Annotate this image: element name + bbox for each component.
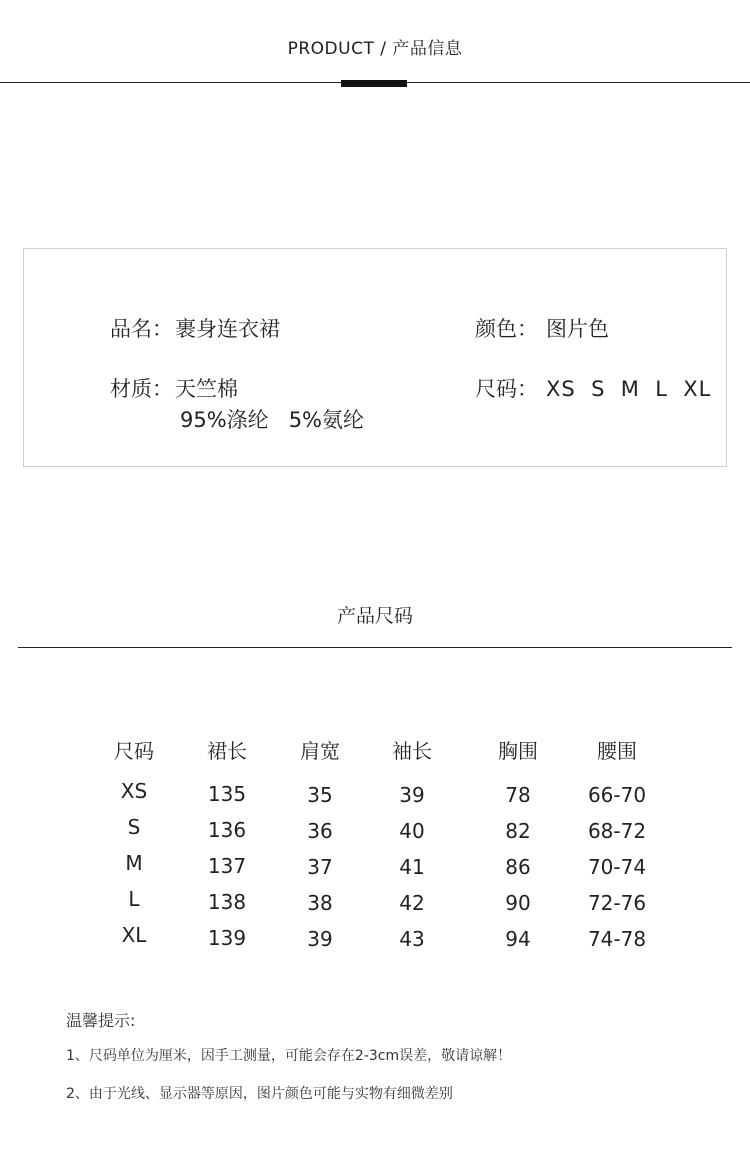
table-cell: 139: [207, 926, 247, 950]
notes-title: 温馨提示:: [66, 1011, 136, 1030]
table-cell: 42: [399, 891, 425, 915]
size-chart-divider: [18, 647, 732, 648]
product-name-row: [110, 313, 280, 343]
table-cell: 86: [505, 855, 531, 879]
table-header: 腰围: [597, 739, 637, 763]
note-item: 1、尺码单位为厘米，因手工测量，可能会存在2-3cm误差，敬请谅解！: [66, 1048, 512, 1064]
table-cell: 66-70: [587, 783, 647, 807]
table-cell: 35: [307, 783, 333, 807]
table-cell: 78: [505, 783, 531, 807]
table-cell: 82: [505, 819, 531, 843]
table-header: 裙长: [207, 739, 247, 763]
table-header: 肩宽: [300, 739, 340, 763]
material-row: [110, 373, 238, 403]
table-cell: 74-78: [587, 927, 647, 951]
color-row: [475, 313, 609, 343]
note-item: 2、由于光线、显示器等原因，图片颜色可能与实物有细微差别: [66, 1086, 453, 1102]
table-cell: 70-74: [587, 855, 647, 879]
product-name-value: 裹身连衣裙: [175, 317, 280, 341]
header-accent-bar: [341, 80, 407, 87]
table-cell: 38: [307, 891, 333, 915]
material-value: 天竺棉: [175, 377, 238, 401]
size-chart-title: 产品尺码: [336, 605, 413, 627]
size-row: [475, 373, 711, 403]
table-header: 尺码: [114, 739, 154, 763]
table-cell: 43: [399, 927, 425, 951]
size-value: XS S M L XL: [546, 377, 712, 401]
product-name-label: 品名：: [110, 317, 173, 341]
table-cell: 39: [399, 783, 425, 807]
table-cell: L: [128, 887, 140, 911]
table-cell: XS: [120, 779, 148, 803]
product-info-box: [23, 248, 727, 467]
table-cell: S: [127, 815, 141, 839]
table-header: 袖长: [392, 739, 432, 763]
size-label: 尺码：: [475, 377, 538, 401]
table-cell: 90: [505, 891, 531, 915]
table-cell: 36: [307, 819, 333, 843]
table-cell: 137: [207, 854, 247, 878]
table-cell: 41: [399, 855, 425, 879]
table-cell: 135: [207, 782, 247, 806]
table-cell: 68-72: [587, 819, 647, 843]
section-title-product-info: PRODUCT / 产品信息: [287, 39, 463, 59]
table-cell: 40: [399, 819, 425, 843]
table-cell: 37: [307, 855, 333, 879]
table-cell: 72-76: [587, 891, 647, 915]
table-cell: M: [125, 851, 143, 875]
table-header: 胸围: [498, 739, 538, 763]
material-detail: 95%涤纶 5%氨纶: [180, 408, 365, 432]
color-value: 图片色: [546, 317, 609, 341]
table-cell: 138: [207, 890, 247, 914]
table-cell: XL: [121, 923, 147, 947]
table-cell: 94: [505, 927, 531, 951]
color-label: 颜色：: [475, 317, 538, 341]
table-cell: 136: [207, 818, 247, 842]
table-cell: 39: [307, 927, 333, 951]
material-label: 材质：: [110, 377, 173, 401]
